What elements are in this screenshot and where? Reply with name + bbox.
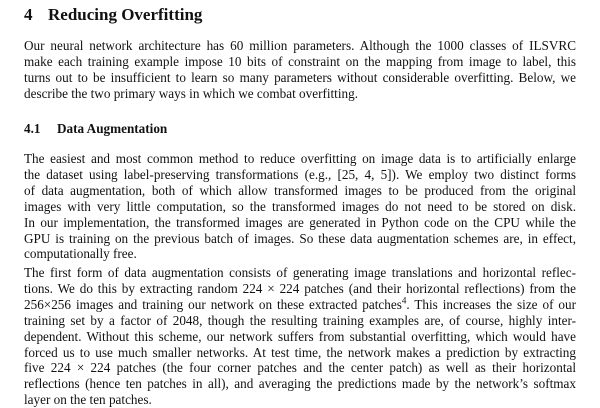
subsection-heading [24,121,167,137]
paragraph-line: dependent. Without this scheme, our network suffers from substantial overfitting, which would have [24,328,576,344]
paragraph-line-with-footnote [24,297,576,313]
augmentation-paragraph-1 [24,151,576,262]
paragraph-line: make each training example impose 10 bits of constraint on the mapping from image to label, this [24,53,576,69]
paragraph-line: GPU is training on the previous batch of images. So these data augmentation schemes are, in effect, [24,230,576,246]
footnote-mark[interactable]: 4 [401,295,407,306]
paragraph-line: images with very little computation, so the transformed images do not need to be stored on disk. [24,198,576,214]
paragraph-line: describe the two primary ways in which we combat overfitting. [24,85,358,101]
line-text: 256×256 images and training our network on these extracted patches [24,296,402,312]
subsection-title: Data Augmentation [57,121,168,136]
paragraph-line: turns out to be insufficient to learn so many parameters without considerable overfitting. Below, we [24,69,576,85]
section-title: Reducing Overfitting [48,5,203,24]
paragraph-line: reflections (hence ten patches in all), and averaging the predictions made by the network’s softmax [24,376,576,392]
augmentation-paragraph-2 [24,265,576,408]
paragraph-line: The easiest and most common method to reduce overfitting on image data is to artificially enlarge [24,151,576,166]
subsection-number: 4.1 [24,121,41,136]
intro-paragraph [24,38,576,102]
paragraph-line: tions. We do this by extracting random 224 × 224 patches (and their horizontal reflections) from the [24,280,576,296]
paragraph-line: computationally free. [24,246,137,262]
paragraph-line: forced us to use much smaller networks. At test time, the network makes a prediction by extracting [24,344,576,360]
paragraph-line: Our neural network architecture has 60 million parameters. Although the 1000 classes of ILSVRC [24,38,576,53]
paragraph-line: of data augmentation, both of which allow transformed images to be produced from the original [24,182,576,198]
paragraph-line: the dataset using label-preserving transformations (e.g., [25, 4, 5]). We employ two distinct forms [24,166,576,182]
paragraph-line: layer on the ten patches. [24,392,152,408]
section-heading [24,5,202,25]
line-text: . This increases the size of our [406,296,576,312]
paragraph-line: The first form of data augmentation consists of generating image translations and horizontal reflec- [24,265,576,280]
section-number: 4 [24,5,33,24]
paragraph-line: five 224 × 224 patches (the four corner patches and the center patch) as well as their horizontal [24,360,576,376]
paragraph-line: In our implementation, the transformed images are generated in Python code on the CPU while the [24,214,576,230]
paragraph-line: training set by a factor of 2048, though the resulting training examples are, of course, highly inter- [24,312,576,328]
